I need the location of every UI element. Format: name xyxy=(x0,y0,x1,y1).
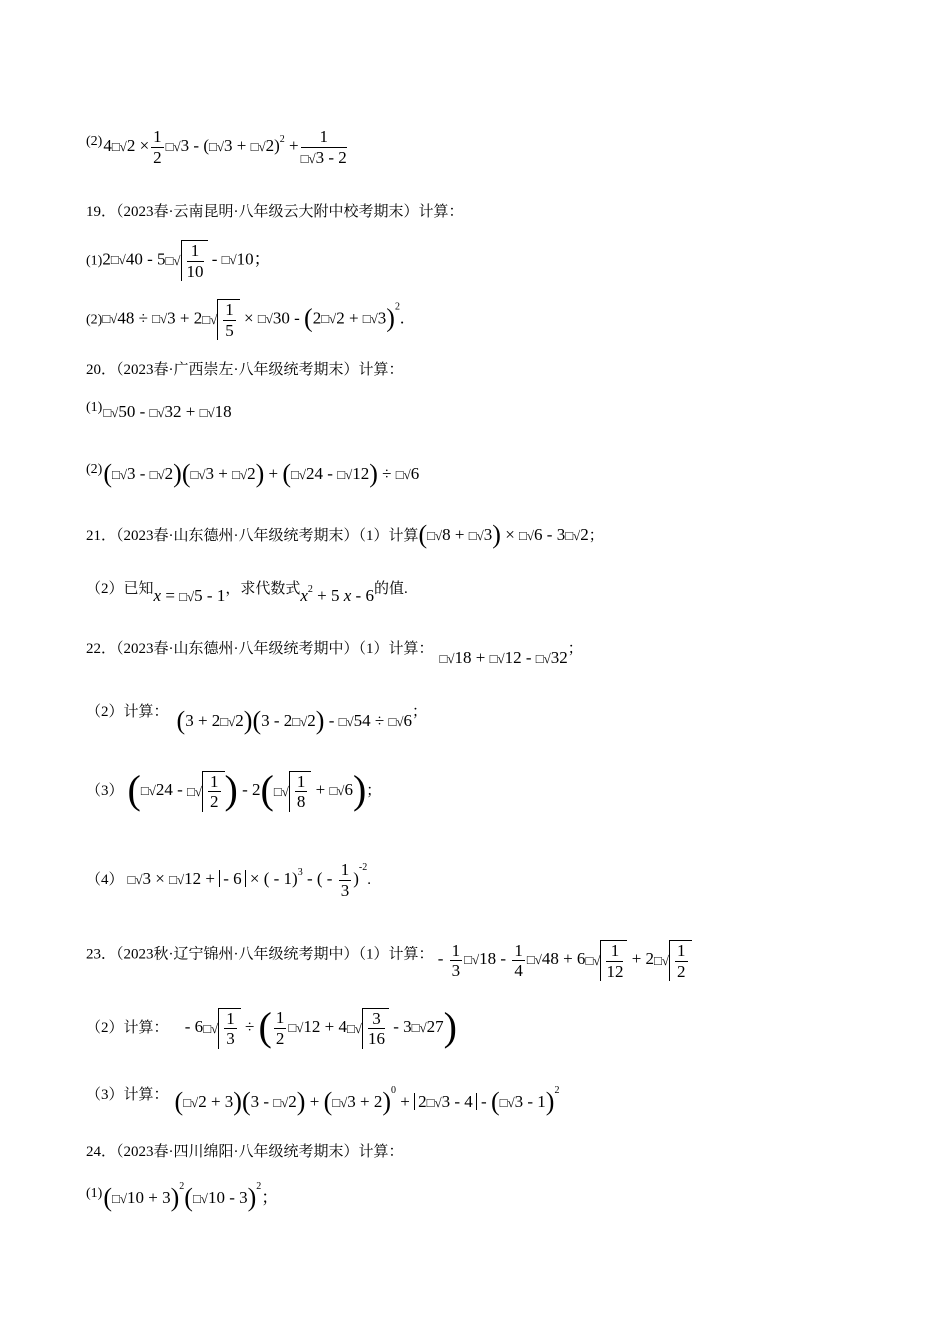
q21-part1: 21．（2023春·山东德州·八年级统考期末）（1）计算(□√ 8 + □√3) × □√6 - 3□√ 2； xyxy=(86,522,604,548)
q22-header: 22．（2023春·山东德州·八年级统考期中）（1）计算： xyxy=(86,641,434,657)
q20-part2: $^{(2)}$(□√ 3 - □√2)(□√ 3 + □√2) + (□√ 24 - □√12) ÷ □√6 xyxy=(86,461,419,487)
q23-part2: （2）计算： - 6□√ $\frac{1}{3}$ ÷ ( $\frac{1}{2}$ □√ 12 + 4□√ $\frac{3}{16}$ - 3□√ 27) xyxy=(86,1007,457,1049)
q22-part3: （3） (□√ 24 - □√ $\frac{1}{2}$ ) - 2(□√ $\frac{1}{8}$ + □√6)； xyxy=(86,770,381,812)
q22-part4: （4）□√ 3 × □√12 + - 6 × ( - 1)$^3$ - ( - $\frac{1}{3}$ )$^{-2}$. xyxy=(86,860,371,900)
q19-part2: (2)□√ 48 ÷ □√3 + 2□√ $\frac{1}{5}$ × □√30 - (2□√ 2 + □√3)$^2$. xyxy=(86,299,404,340)
q23-part1: 23．（2023秋·辽宁锦州·八年级统考期中）（1）计算： - $\frac{1}{3}$ □√ 18 - $\frac{1}{4}$ □√ 48 + 6□√ $\frac{1}{12}$ + 2□√ $\frac{1}{2}$ xyxy=(86,940,692,981)
q20-part1: $^{(1)}$□√ 50 - □√32 + □√18 xyxy=(86,401,232,420)
q19-header: 19．（2023春·云南昆明·八年级云大附中校考期末）计算： xyxy=(86,204,464,220)
q22-part2: （2）计算： (3 + 2□√ 2)(3 - 2□√ 2) - □√54 ÷ □√6； xyxy=(86,705,427,734)
q22-part1: 22．（2023春·山东德州·八年级统考期中）（1）计算：□√ 18 + □√12 - □√32； xyxy=(86,642,583,666)
q20-header: 20．（2023春·广西崇左·八年级统考期末）计算： xyxy=(86,362,404,378)
q18-part2: $^{(2)}$4□√ 2 × $\frac{1}{2}$ □√ 3 - (□√ 3 + □√2)$^2$ + 1 □√3 - 2 xyxy=(86,127,349,167)
radical: □√ $\frac{1}{5}$ xyxy=(202,299,240,340)
q21-part2: （2）已知x = □√5 - 1，求代数式$x^2 + 5$ x - 6的值. xyxy=(86,582,408,604)
radical: □√ $\frac{1}{10}$ xyxy=(166,240,208,281)
fraction: $\frac{1}{2}$ xyxy=(153,127,162,167)
q23-header: 23．（2023秋·辽宁锦州·八年级统考期中）（1）计算： xyxy=(86,946,434,963)
q23-part3: （3）计算： (□√ 2 + 3)(3 - □√2) + (□√ 3 + 2)$^0$ + 2□√ 3 - 4 - (□√ 3 - 1)$^2$ xyxy=(86,1086,559,1115)
fraction: 1 □√3 - 2 xyxy=(301,127,347,167)
q21-header: 21．（2023春·山东德州·八年级统考期末）（1）计算 xyxy=(86,528,419,544)
q24-header: 24．（2023春·四川绵阳·八年级统考期末）计算： xyxy=(86,1144,404,1160)
q18-part2-tag: (2) xyxy=(86,133,103,149)
q24-part1: $^{(1)}$(□√ 10 + 3)$^2$(□√ 10 - 3)$^2$； xyxy=(86,1182,278,1211)
q19-part1: (1)2□√ 40 - 5□√ $\frac{1}{10}$ - □√10； xyxy=(86,240,271,281)
